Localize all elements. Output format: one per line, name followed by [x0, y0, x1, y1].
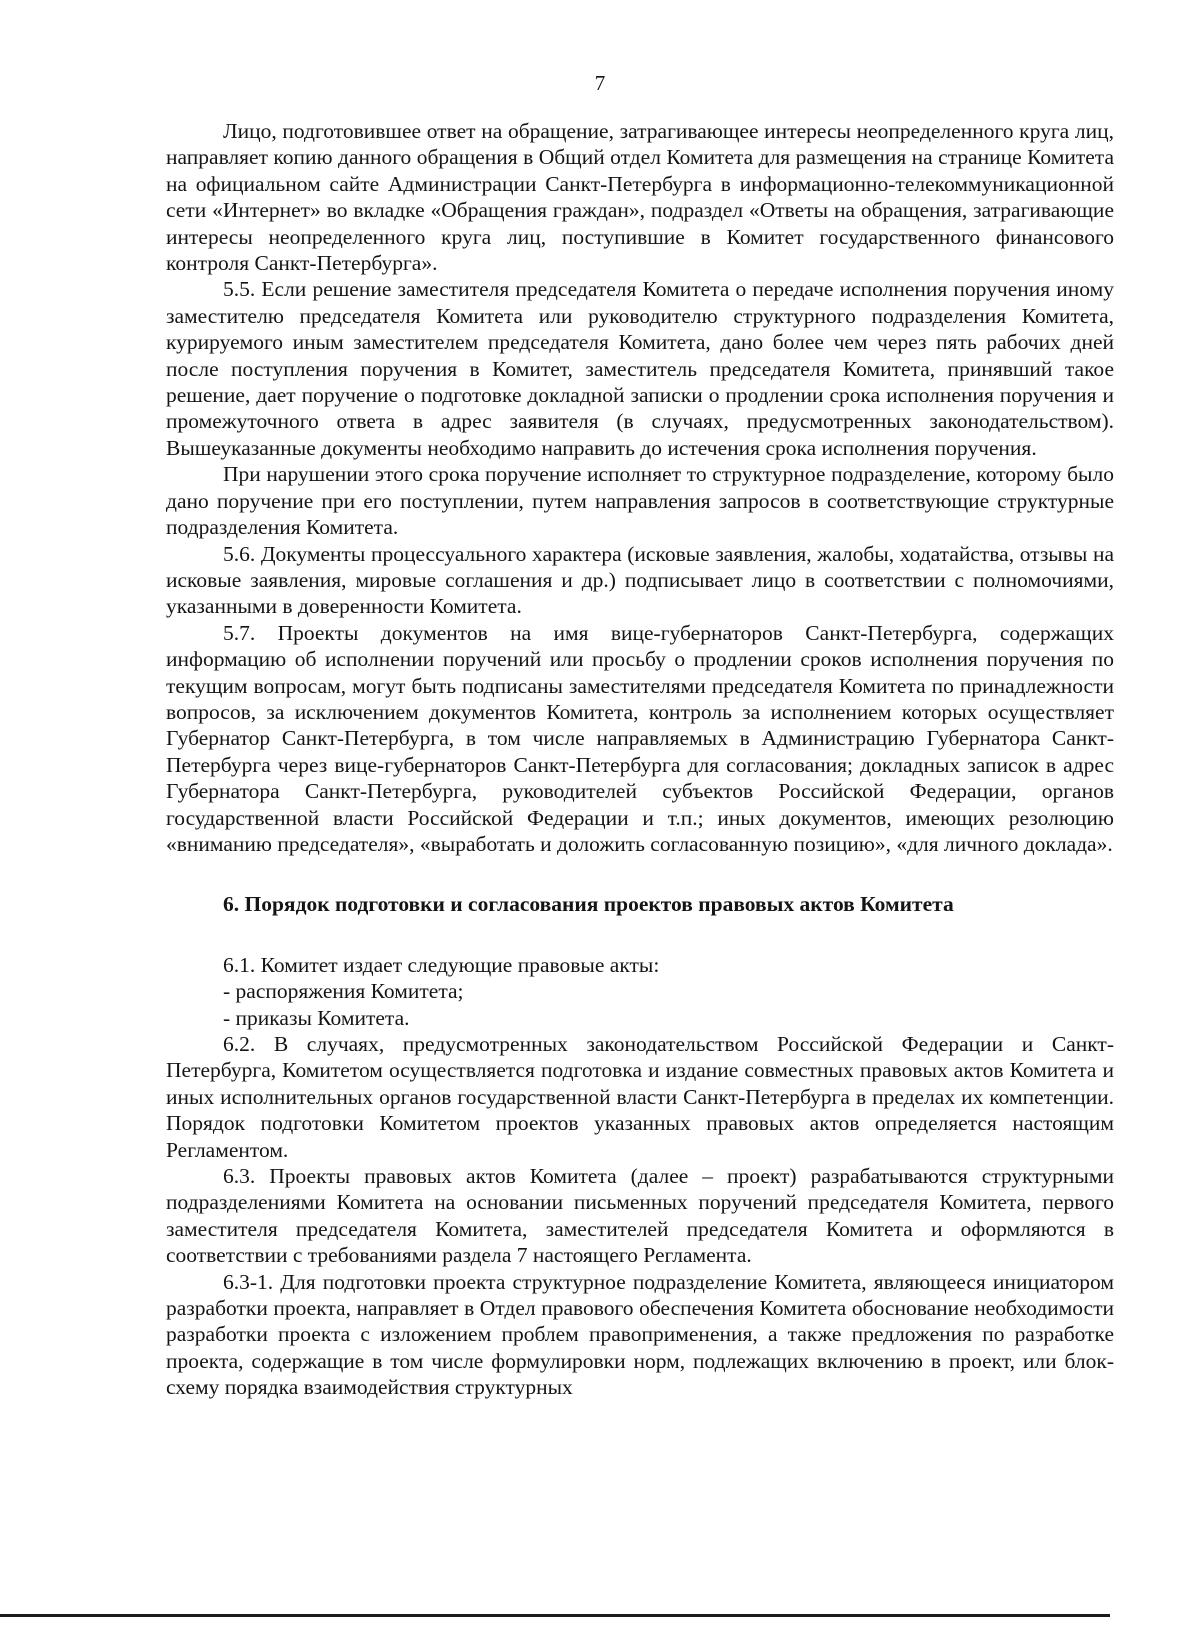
paragraph-5-7: 5.7. Проекты документов на имя вице-губернаторов Санкт-Петербурга, содержащих информацию об исполнении поручений или просьбу о продлении сроков исполнения поручения по текущим вопросам, могут быть подписаны заместителями председателя Комитета по принадлежности вопросов, за исключением документов Комитета, контроль за исполнением которых осуществляет Губернатор Санкт-Петербурга, в том числе направляемых в Администрацию Губернатора Санкт-Петербурга через вице-губернаторов Санкт-Петербурга для согласования; докладных записок в адрес Губернатора Санкт-Петербурга, руководителей субъектов Российской Федерации, органов государственной власти Российской Федерации и т.п.; иных документов, имеющих резолюцию «вниманию председателя», «выработать и доложить согласованную позицию», «для личного доклада».	[166, 620, 1114, 856]
paragraph: При нарушении этого срока поручение исполняет то структурное подразделение, которому было дано поручение при его поступлении, путем направления запросов в соответствующие структурные подразделения Комитета.	[166, 462, 1114, 540]
paragraph-6-1: 6.1. Комитет издает следующие правовые акты:	[223, 952, 660, 977]
section-heading: 6. Порядок подготовки и согласования проектов правовых актов Комитета	[223, 892, 954, 917]
list-item: - приказы Комитета.	[223, 1005, 410, 1030]
list-item: - распоряжения Комитета;	[223, 979, 464, 1004]
page-number: 7	[594, 71, 606, 95]
scan-edge-line	[0, 1614, 1110, 1617]
document-body	[166, 118, 1114, 1401]
paragraph-6-3-1: 6.3-1. Для подготовки проекта структурное подразделение Комитета, являющееся инициатором разработки проекта, направляет в Отдел правового обеспечения Комитета обоснование необходимости разработки проекта с изложением проблем правоприменения, а также предложения по разработке проекта, содержащие в том числе формулировки норм, подлежащих включению в проект, или блок-схему порядка взаимодействия структурных	[166, 1269, 1114, 1400]
paragraph-6-2: 6.2. В случаях, предусмотренных законодательством Российской Федерации и Санкт-Петербурга, Комитетом осуществляется подготовка и издание совместных правовых актов Комитета и иных исполнительных органов государственной власти Санкт-Петербурга в пределах их компетенции. Порядок подготовки Комитетом проектов указанных правовых актов определяется настоящим Регламентом.	[166, 1032, 1114, 1162]
paragraph-5-6: 5.6. Документы процессуального характера (исковые заявления, жалобы, ходатайства, отзывы на исковые заявления, мировые соглашения и др.) подписывает лицо в соответствии с полномочиями, указанными в доверенности Комитета.	[166, 541, 1114, 619]
paragraph-5-5: 5.5. Если решение заместителя председателя Комитета о передаче исполнения поручения иному заместителю председателя Комитета или руководителю структурного подразделения Комитета, курируемого иным заместителем председателя Комитета, дано более чем через пять рабочих дней после поступления поручения в Комитет, заместитель председателя Комитета, принявший такое решение, дает поручение о подготовке докладной записки о продлении срока исполнения поручения и промежуточного ответа в адрес заявителя (в случаях, предусмотренных законодательством). Вышеуказанные документы необходимо направить до истечения срока исполнения поручения.	[166, 277, 1114, 460]
paragraph: Лицо, подготовившее ответ на обращение, затрагивающее интересы неопределенного круга лиц, направляет копию данного обращения в Общий отдел Комитета для размещения на странице Комитета на официальном сайте Администрации Санкт-Петербурга в информационно-телекоммуникационной сети «Интернет» во вкладке «Обращения граждан», подраздел «Ответы на обращения, затрагивающие интересы неопределенного круга лиц, поступившие в Комитет государственного финансового контроля Санкт-Петербурга».	[166, 119, 1114, 276]
paragraph-6-3: 6.3. Проекты правовых актов Комитета (далее – проект) разрабатываются структурными подразделениями Комитета на основании письменных поручений председателя Комитета, первого заместителя председателя Комитета, заместителей председателя Комитета и оформляются в соответствии с требованиями раздела 7 настоящего Регламента.	[166, 1164, 1114, 1268]
